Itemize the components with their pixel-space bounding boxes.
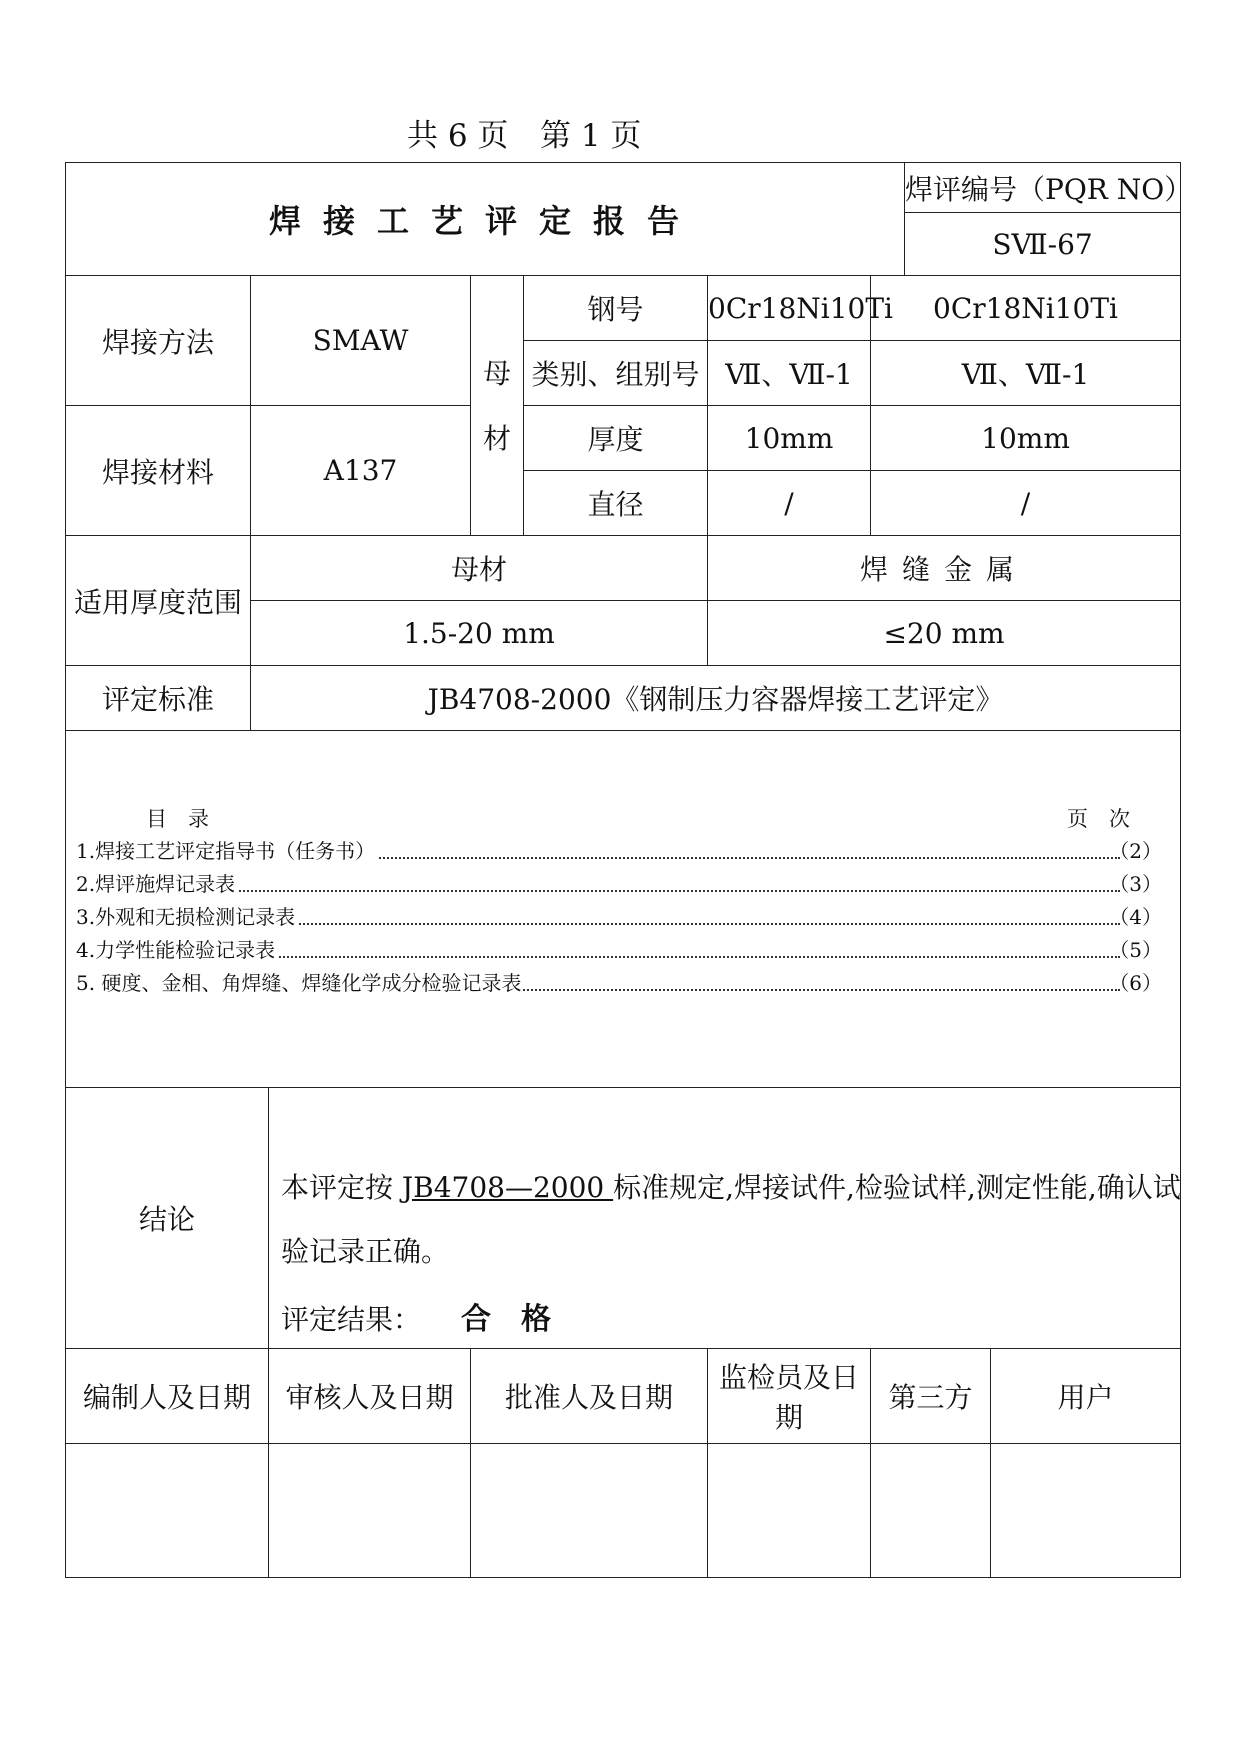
- signature-header: 审核人及日期: [269, 1349, 471, 1444]
- welding-material-label: 焊接材料: [66, 406, 251, 536]
- category-group-label: 类别、组别号: [524, 341, 708, 406]
- signature-header: 第三方: [871, 1349, 991, 1444]
- conclusion-line-2: 验记录正确。: [281, 1235, 450, 1268]
- steel-grade-left: 0Cr18Ni10Ti: [708, 276, 871, 341]
- category-group-right: Ⅶ、Ⅶ-1: [871, 341, 1181, 406]
- range-weld-value: ≤20 mm: [708, 601, 1181, 666]
- result-value: 合格: [461, 1302, 582, 1337]
- diameter-left: /: [708, 471, 871, 536]
- signature-slot: [66, 1444, 269, 1578]
- toc-item: 5. 硬度、金相、角焊缝、焊缝化学成分检验记录表: [76, 967, 1120, 996]
- pqr-number-label: 焊评编号（PQR NO）: [905, 163, 1181, 213]
- base-metal-label: 母 材: [471, 276, 524, 536]
- conclusion-label: 结论: [66, 1088, 269, 1349]
- thickness-label: 厚度: [524, 406, 708, 471]
- conclusion-body-cell: [269, 1088, 1181, 1349]
- page-current: 第 1 页: [540, 118, 642, 154]
- welding-method-value: SMAW: [251, 276, 471, 406]
- diameter-right: /: [871, 471, 1181, 536]
- page-total: 共 6 页: [407, 118, 509, 154]
- diameter-label: 直径: [524, 471, 708, 536]
- toc-item: 2.焊评施焊记录表: [76, 868, 1120, 897]
- pqr-number-value: SⅦ-67: [905, 213, 1181, 276]
- toc-item-page: （2）: [1109, 839, 1163, 863]
- steel-grade-right: 0Cr18Ni10Ti: [871, 276, 1181, 341]
- steel-grade-label: 钢号: [524, 276, 708, 341]
- thickness-right: 10mm: [871, 406, 1181, 471]
- toc-header-left: 目 录: [146, 807, 209, 831]
- conclusion-body: [269, 1088, 1180, 1348]
- signature-slot: [708, 1444, 871, 1578]
- signature-slot: [269, 1444, 471, 1578]
- thickness-range-label: 适用厚度范围: [66, 536, 251, 666]
- welding-material-value: A137: [251, 406, 471, 536]
- standard-value: JB4708-2000《钢制压力容器焊接工艺评定》: [251, 666, 1181, 731]
- report-title-cell: [66, 163, 905, 276]
- toc-item-page: （4）: [1109, 905, 1163, 929]
- table-of-contents: [66, 731, 1180, 1087]
- welding-method-label: 焊接方法: [66, 276, 251, 406]
- range-base-header: 母材: [251, 536, 708, 601]
- signature-slot: [871, 1444, 991, 1578]
- conclusion-line-1: 本评定按 JB4708—2000 标准规定,焊接试件,检验试样,测定性能,确认试: [281, 1171, 1181, 1204]
- conclusion-result: 评定结果： 合格: [281, 1302, 582, 1337]
- toc-item: 3.外观和无损检测记录表: [76, 901, 1120, 930]
- toc-item-page: （3）: [1109, 872, 1163, 896]
- toc-item-page: （6）: [1109, 971, 1163, 995]
- range-base-value: 1.5-20 mm: [251, 601, 708, 666]
- toc-item: 4.力学性能检验记录表: [76, 934, 1120, 963]
- signature-header: 监检员及日期: [708, 1349, 871, 1444]
- signature-header: 用户: [991, 1349, 1181, 1444]
- thickness-left: 10mm: [708, 406, 871, 471]
- conclusion-standard-ref: JB4708—2000: [401, 1171, 614, 1204]
- signature-slot: [991, 1444, 1181, 1578]
- category-group-left: Ⅶ、Ⅶ-1: [708, 341, 871, 406]
- pqr-report-table: [65, 162, 1193, 1578]
- range-weld-header: 焊缝金属: [708, 536, 1181, 601]
- signature-header: 编制人及日期: [66, 1349, 269, 1444]
- toc-item: 1.焊接工艺评定指导书（任务书）: [76, 835, 1120, 864]
- report-title: 焊接工艺评定报告: [269, 202, 702, 240]
- signature-slot: [471, 1444, 708, 1578]
- standard-label: 评定标准: [66, 666, 251, 731]
- toc-item-page: （5）: [1109, 938, 1163, 962]
- signature-header: 批准人及日期: [471, 1349, 708, 1444]
- toc-cell: [66, 731, 1181, 1088]
- toc-header-right: 页 次: [1067, 807, 1131, 831]
